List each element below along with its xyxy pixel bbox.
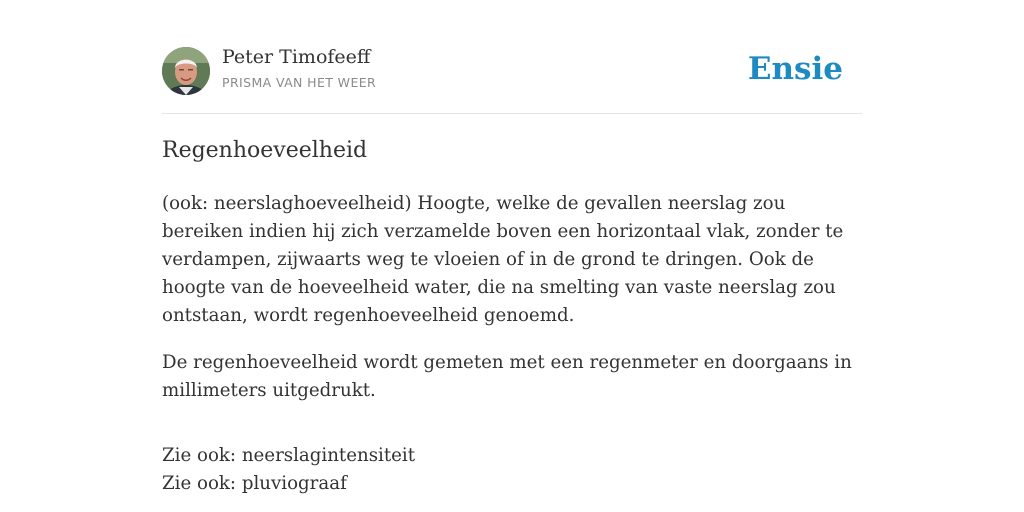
see-also-link[interactable]: Zie ook: neerslagintensiteit (162, 445, 416, 466)
entry-title: Regenhoeveelheid (162, 138, 368, 163)
entry-header (162, 46, 862, 96)
entry-paragraph: (ook: neerslaghoeveelheid) Hoogte, welke de gevallen neerslag zou bereiken indien hij zich verzamelde boven een horizontaal vlak, zonder te verdampen, zijwaarts weg te vloeien of in de grond te dringen. Ook de hoogte van de hoeveelheid water, die na smelting van vaste neerslag zou ontstaan, wordt regenhoeveelheid genoemd. (162, 193, 844, 326)
entry-card (162, 0, 862, 512)
author-source[interactable]: PRISMA VAN HET WEER (222, 75, 377, 90)
see-also-list (162, 442, 862, 498)
entry-body (162, 190, 862, 498)
author-portrait-icon (162, 47, 210, 95)
author-name[interactable]: Peter Timofeeff (222, 46, 371, 68)
entry-paragraph: De regenhoeveelheid wordt gemeten met een regenmeter en doorgaans in millimeters uitgedrukt. (162, 352, 852, 401)
header-divider (162, 113, 862, 114)
ensie-logo[interactable]: Ensie (747, 51, 843, 87)
see-also-link[interactable]: Zie ook: pluviograaf (162, 473, 347, 494)
avatar[interactable] (162, 47, 210, 95)
